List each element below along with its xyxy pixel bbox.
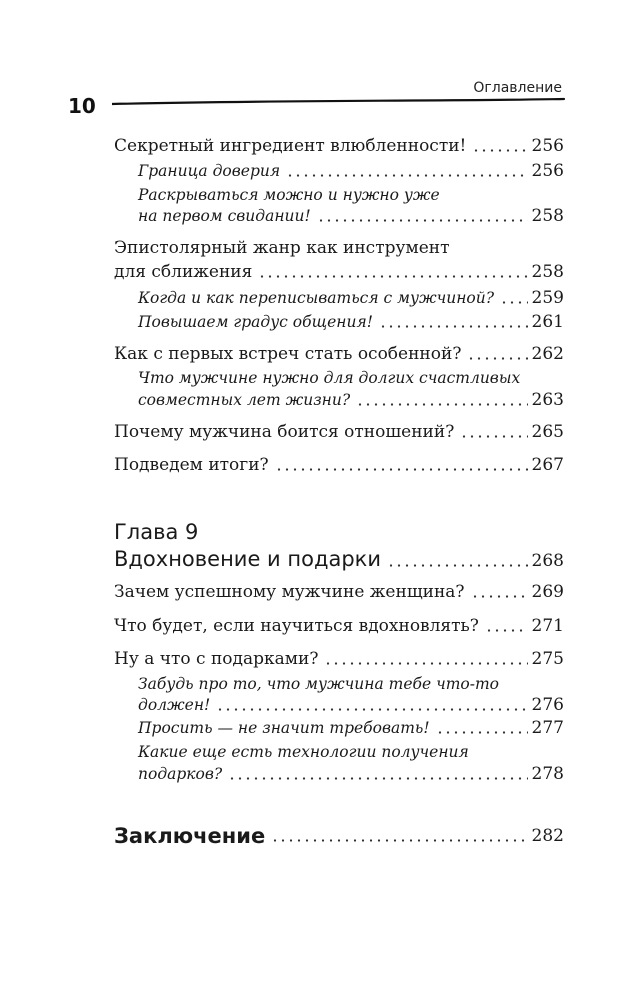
entry-title: Подведем итоги? <box>114 455 269 475</box>
subentry-title: Просить — не значит требовать! <box>138 719 430 737</box>
dot-leader <box>216 708 527 711</box>
dot-leader <box>500 301 527 304</box>
chapter-entry[interactable] <box>114 546 564 572</box>
entry-title: Что будет, если научиться вдохновлять? <box>114 616 479 636</box>
subentry-page: 276 <box>531 695 564 715</box>
subentry-title-line1: Забудь про то, что мужчина тебе что-то <box>138 675 500 693</box>
entry-page: 267 <box>531 455 564 475</box>
subentry-title: Граница доверия <box>138 162 281 180</box>
header-rule <box>112 96 566 108</box>
conclusion-entry[interactable] <box>114 826 564 847</box>
subentry-title: подарков? <box>138 765 223 783</box>
entry-title: Зачем успешному мужчине женщина? <box>114 582 465 602</box>
dot-leader <box>436 731 528 734</box>
entry-title: Ну а что с подарками? <box>114 649 319 669</box>
dot-leader <box>379 325 528 328</box>
dot-leader <box>258 275 527 278</box>
entry-title: Секретный ингредиент влюбленности! <box>114 136 467 156</box>
toc-subentry[interactable] <box>138 161 564 182</box>
subentry-page: 263 <box>531 390 564 410</box>
entry-title: Как с первых встреч стать особенной? <box>114 344 462 364</box>
dot-leader <box>271 839 527 842</box>
toc-subentry[interactable] <box>138 695 564 716</box>
dot-leader <box>275 468 528 471</box>
subentry-page: 278 <box>531 764 564 784</box>
chapter-label: Глава 9 <box>114 520 199 544</box>
dot-leader <box>387 564 528 567</box>
subentry-page: 261 <box>531 312 564 332</box>
running-title: Оглавление <box>473 80 562 96</box>
toc-entry[interactable] <box>114 262 564 283</box>
subentry-title-line1: Что мужчине нужно для долгих счастливых <box>138 369 521 387</box>
entry-title: Почему мужчина боится отношений? <box>114 422 455 442</box>
dot-leader <box>467 357 527 360</box>
entry-page: 269 <box>531 582 564 602</box>
entry-page: 256 <box>531 136 564 156</box>
dot-leader <box>324 662 527 665</box>
subentry-title-line1: Раскрываться можно и нужно уже <box>138 186 440 204</box>
dot-leader <box>286 174 527 177</box>
dot-leader <box>471 595 528 598</box>
chapter-title: Вдохновение и подарки <box>114 547 382 571</box>
toc-subentry[interactable] <box>138 718 564 739</box>
toc-subentry[interactable] <box>138 764 564 785</box>
subentry-page: 256 <box>531 161 564 181</box>
subentry-title: совместных лет жизни? <box>138 391 351 409</box>
dot-leader <box>485 629 528 632</box>
subentry-title-line1: Какие еще есть технологии получения <box>138 743 469 761</box>
entry-page: 258 <box>531 262 564 282</box>
subentry-title: должен! <box>138 696 211 714</box>
entry-page: 265 <box>531 422 564 442</box>
toc-subentry[interactable] <box>138 312 564 333</box>
toc-entry[interactable] <box>114 455 564 476</box>
dot-leader <box>356 403 527 406</box>
dot-leader <box>460 435 527 438</box>
page-number: 10 <box>68 94 96 118</box>
toc-subentry[interactable] <box>138 288 564 309</box>
entry-page: 271 <box>531 616 564 636</box>
entry-title: для сближения <box>114 262 253 282</box>
chapter-page: 268 <box>531 551 564 571</box>
toc-subentry[interactable] <box>138 390 564 411</box>
dot-leader <box>317 219 528 222</box>
subentry-title: на первом свидании! <box>138 207 311 225</box>
toc-entry[interactable] <box>114 616 564 637</box>
toc-entry[interactable] <box>114 136 564 157</box>
subentry-title: Когда и как переписываться с мужчиной? <box>138 289 495 307</box>
dot-leader <box>472 149 527 152</box>
conclusion-title: Заключение <box>114 824 266 848</box>
toc-entry[interactable] <box>114 582 564 603</box>
toc-entry[interactable] <box>114 649 564 670</box>
toc-subentry[interactable] <box>138 206 564 227</box>
toc-entry[interactable] <box>114 344 564 365</box>
subentry-page: 277 <box>531 718 564 738</box>
toc-entry[interactable] <box>114 422 564 443</box>
entry-page: 275 <box>531 649 564 669</box>
subentry-page: 259 <box>531 288 564 308</box>
entry-page: 262 <box>531 344 564 364</box>
subentry-title: Повышаем градус общения! <box>138 313 373 331</box>
entry-title-line1: Эпистолярный жанр как инструмент <box>114 238 450 258</box>
conclusion-page: 282 <box>531 826 564 846</box>
dot-leader <box>228 777 527 780</box>
subentry-page: 258 <box>531 206 564 226</box>
